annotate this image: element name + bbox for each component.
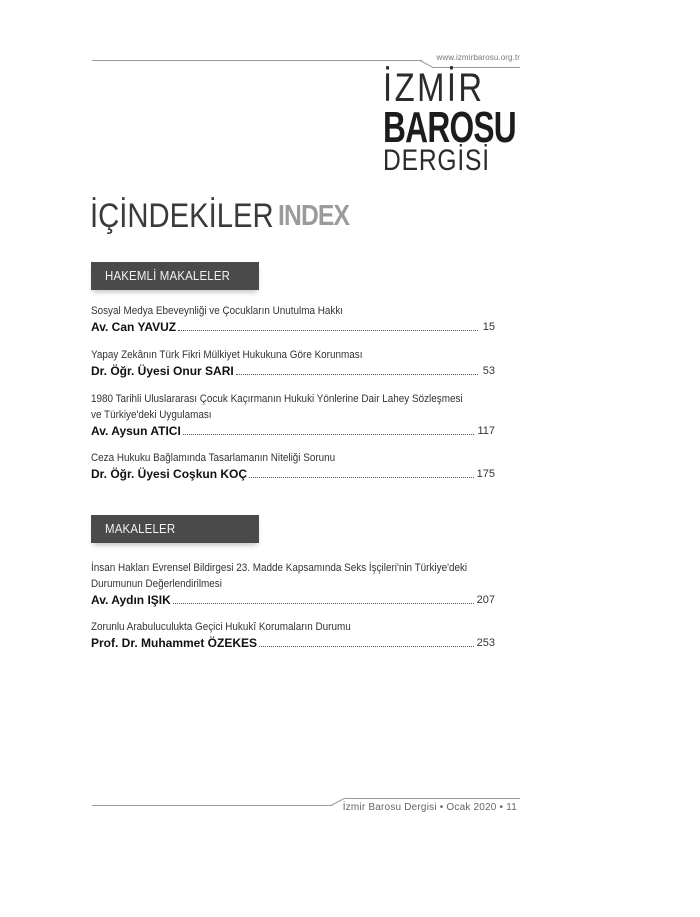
article-author: Av. Aysun ATICI xyxy=(91,424,181,438)
article-author: Prof. Dr. Muhammet ÖZEKES xyxy=(91,636,258,650)
footer-rule-end xyxy=(345,798,520,799)
section-label: HAKEMLİ MAKALELER xyxy=(105,268,231,283)
logo-dergisi: DERGİSİ xyxy=(383,144,490,177)
leader-dots xyxy=(178,330,478,331)
article-author: Av. Aydın IŞIK xyxy=(91,593,171,607)
footer-rule xyxy=(92,805,332,806)
toc-entry[interactable] xyxy=(91,560,495,608)
logo-izmir: İZMİR xyxy=(383,66,485,110)
section-header-refereed xyxy=(91,262,259,290)
leader-dots xyxy=(173,603,474,604)
page-number: 253 xyxy=(476,637,495,649)
article-author: Dr. Öğr. Üyesi Coşkun KOÇ xyxy=(91,467,248,481)
article-title: İnsan Hakları Evrensel Bildirgesi 23. Madde Kapsamında Seks İşçileri'nin Türkiye'deki Durumunun Değerlendirilmesi xyxy=(91,562,468,590)
toc-entry[interactable] xyxy=(91,391,495,439)
section-header-articles xyxy=(91,515,259,543)
page-number: 207 xyxy=(476,594,495,606)
website-url[interactable]: www.izmirbarosu.org.tr xyxy=(436,53,520,62)
article-title: Sosyal Medya Ebeveynliği ve Çocukların Unutulma Hakkı xyxy=(91,305,344,317)
index-title: INDEX xyxy=(278,200,350,232)
leader-dots xyxy=(249,477,474,478)
page-number: 15 xyxy=(482,321,495,333)
contents-title: İÇİNDEKİLER xyxy=(90,197,274,235)
footer-info: İzmir Barosu Dergisi • Ocak 2020 • 11 xyxy=(342,802,517,813)
toc-entry[interactable] xyxy=(91,450,495,482)
leader-dots xyxy=(236,374,478,375)
article-title: Yapay Zekânın Türk Fikri Mülkiyet Hukukuna Göre Korunması xyxy=(91,349,363,361)
page-number: 117 xyxy=(477,425,495,437)
header-rule xyxy=(92,60,422,61)
section-label: MAKALELER xyxy=(105,521,176,536)
page-number: 53 xyxy=(482,365,495,377)
leader-dots xyxy=(259,646,474,647)
toc-entry[interactable] xyxy=(91,303,495,335)
article-title: 1980 Tarihli Uluslararası Çocuk Kaçırmanın Hukuki Yönlerine Dair Lahey Sözleşmesi ve Türkiye'deki Uygulaması xyxy=(91,393,463,421)
page-number: 175 xyxy=(476,468,495,480)
toc-entry[interactable] xyxy=(91,619,495,651)
article-author: Av. Can YAVUZ xyxy=(91,320,177,334)
article-author: Dr. Öğr. Üyesi Onur SARI xyxy=(91,364,234,378)
article-title: Ceza Hukuku Bağlamında Tasarlamanın Niteliği Sorunu xyxy=(91,452,336,464)
toc-entry[interactable] xyxy=(91,347,495,379)
leader-dots xyxy=(183,434,475,435)
logo-barosu: BAROSU xyxy=(383,103,516,152)
article-title: Zorunlu Arabuluculukta Geçici Hukukî Korumaların Durumu xyxy=(91,621,351,633)
